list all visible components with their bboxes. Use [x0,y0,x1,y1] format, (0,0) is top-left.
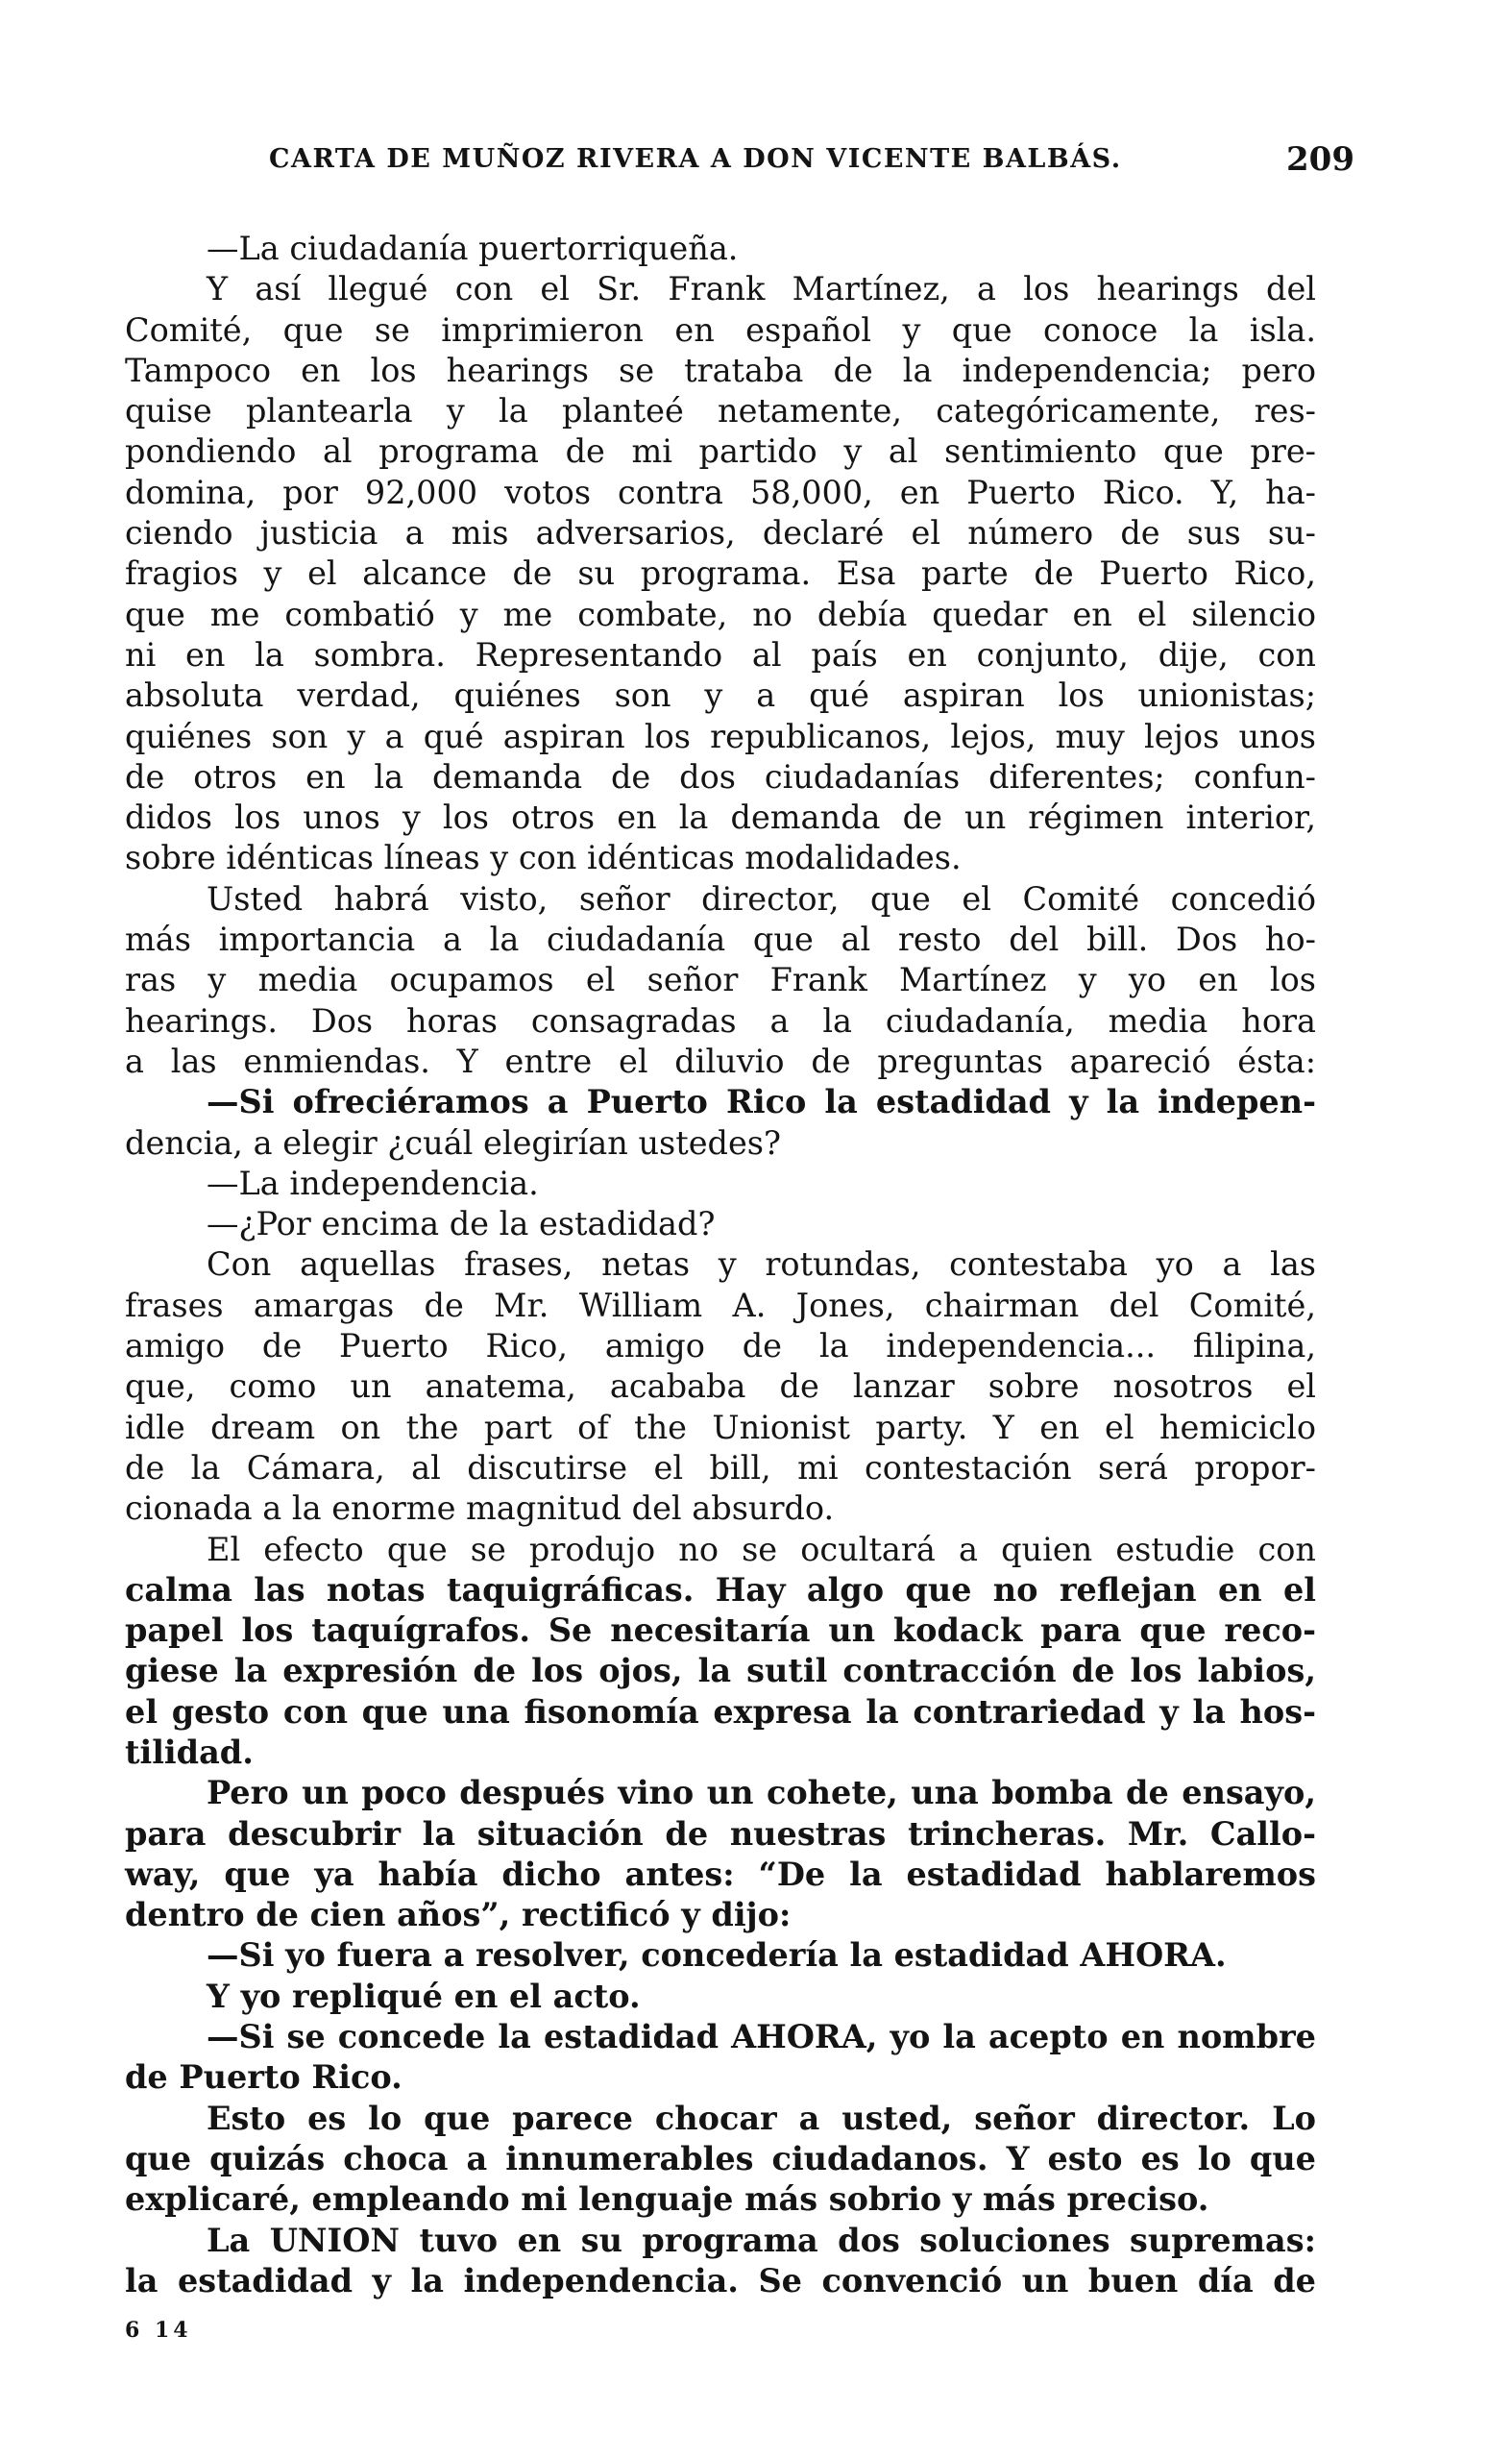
text-line: que quizás choca a innumerables ciudadanos. Y esto es lo que [125,2139,1316,2177]
text-line: ras y media ocupamos el señor Frank Martínez y yo en los [125,961,1316,999]
text-line: —¿Por encima de la estadidad? [207,1205,716,1243]
text-line: de Puerto Rico. [125,2058,402,2097]
text-line: dentro de cien años”, rectificó y dijo: [125,1896,792,1934]
text-line: cionada a la enorme magnitud del absurdo. [125,1489,835,1528]
running-head: CARTA DE MUÑOZ RIVERA A DON VICENTE BALBÁS. [269,144,1122,174]
text-line: a las enmiendas. Y entre el diluvio de preguntas apareció ésta: [125,1042,1316,1080]
text-line: Y así llegué con el Sr. Frank Martínez, a los hearings del [207,270,1316,308]
text-line: frases amargas de Mr. William A. Jones, chairman del Comité, [125,1286,1316,1324]
text-line: ni en la sombra. Representando al país en conjunto, dije, con [125,635,1316,674]
text-line: que, como un anatema, acababa de lanzar sobre nosotros el [125,1367,1316,1406]
text-line: de la Cámara, al discutirse el bill, mi contestación será propor- [125,1448,1316,1487]
text-line: dencia, a elegir ¿cuál elegirían ustedes? [125,1123,781,1162]
text-line: —La ciudadanía puertorriqueña. [207,230,739,267]
page-number: 209 [1286,140,1354,179]
text-line: para descubrir la situación de nuestras trincheras. Mr. Callo- [125,1814,1316,1853]
text-line: didos los unos y los otros en la demanda de un régimen interior, [125,799,1316,837]
text-line: —Si yo fuera a resolver, concedería la estadidad AHORA. [207,1936,1227,1975]
text-line: Pero un poco después vino un cohete, una bomba de ensayo, [207,1774,1316,1812]
text-line: absoluta verdad, quiénes son y a qué aspiran los unionistas; [125,676,1316,715]
text-line: más importancia a la ciudadanía que al resto del bill. Dos ho- [125,921,1316,959]
printer-signature-mark: 6 14 [125,2318,192,2343]
text-line: El efecto que se produjo no se ocultará a quien estudie con [207,1530,1316,1568]
text-line: La UNION tuvo en su programa dos soluciones supremas: [207,2221,1316,2259]
text-line: amigo de Puerto Rico, amigo de la independencia... filipina, [125,1327,1316,1365]
body-text [125,229,1316,2301]
text-line: Y yo repliqué en el acto. [207,1977,641,2015]
text-line: de otros en la demanda de dos ciudadanías diferentes; confun- [125,757,1316,796]
text-line: way, que ya había dicho antes: “De la estadidad hablaremos [125,1855,1316,1893]
text-line: Comité, que se imprimieron en español y que conoce la isla. [125,310,1316,349]
text-line: explicaré, empleando mi lenguaje más sobrio y más preciso. [125,2180,1209,2219]
text-line: pondiendo al programa de mi partido y al sentimiento que pre- [125,432,1316,471]
text-line: el gesto con que una fisonomía expresa la contrariedad y la hos- [125,1692,1316,1731]
text-line: Con aquellas frases, netas y rotundas, contestaba yo a las [207,1245,1316,1284]
page-header [269,140,1374,192]
text-line: hearings. Dos horas consagradas a la ciudadanía, media hora [125,1001,1316,1040]
text-line: —La independencia. [207,1164,539,1202]
text-line: ciendo justicia a mis adversarios, declaré el número de sus su- [125,514,1316,553]
text-line: —Si se concede la estadidad AHORA, yo la acepto en nombre [207,2018,1316,2056]
text-line: sobre idénticas líneas y con idénticas modalidades. [125,839,962,877]
text-line: —Si ofreciéramos a Puerto Rico la estadidad y la indepen- [207,1083,1316,1121]
text-line: tilidad. [125,1733,254,1771]
text-line: que me combatió y me combate, no debía quedar en el silencio [125,595,1316,633]
text-line: giese la expresión de los ojos, la sutil contracción de los labios, [125,1652,1316,1690]
text-line: idle dream on the part of the Unionist party. Y en el hemiciclo [125,1408,1316,1446]
text-line: Esto es lo que parece chocar a usted, señor director. Lo [207,2099,1316,2137]
text-line: Usted habrá visto, señor director, que el Comité concedió [207,879,1316,918]
text-line: quise plantearla y la planteé netamente, categóricamente, res- [125,392,1316,430]
text-line: papel los taquígrafos. Se necesitaría un kodack para que reco- [125,1611,1316,1650]
text-line: quiénes son y a qué aspiran los republicanos, lejos, muy lejos unos [125,717,1316,755]
text-line: fragios y el alcance de su programa. Esa parte de Puerto Rico, [125,554,1316,593]
text-line: calma las notas taquigráficas. Hay algo que no reflejan en el [125,1570,1316,1609]
text-line: la estadidad y la independencia. Se convenció un buen día de [125,2261,1316,2299]
text-line: domina, por 92,000 votos contra 58,000, en Puerto Rico. Y, ha- [125,473,1316,511]
text-line: Tampoco en los hearings se trataba de la independencia; pero [125,351,1316,389]
